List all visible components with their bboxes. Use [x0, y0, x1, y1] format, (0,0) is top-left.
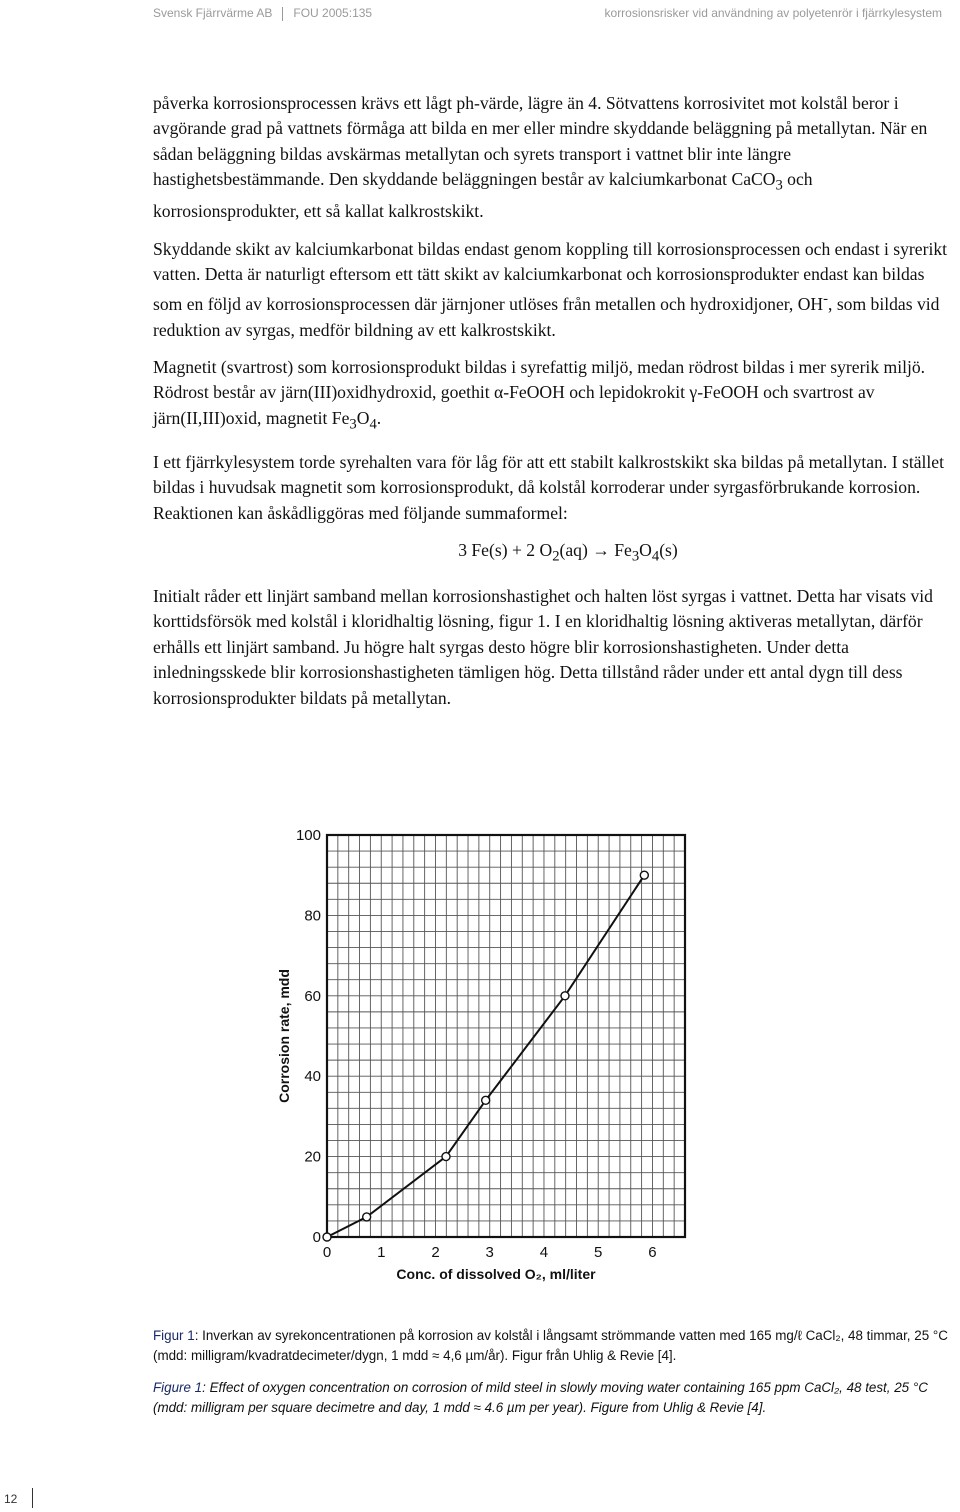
caption-sv-label: Figur 1	[153, 1328, 195, 1343]
series-line	[327, 875, 644, 1237]
caption-sv-text: : Inverkan av syrekoncentrationen på korrosion av kolstål i långsamt strömmande vatten med 165 mg/ℓ CaCl₂, 48 timmar, 25 °C (mdd: milligram/kvadratdecimeter/dygn, 1 mdd ≈ 4,6 µm/år). Figur från Uhlig & Revie [4].	[153, 1328, 948, 1363]
eq-b-sub: 3	[631, 548, 640, 565]
eq-d: (s)	[659, 539, 678, 560]
header-title: korrosionsrisker vid användning av polyetenrör i fjärrkylesystem	[604, 6, 942, 20]
figure-1-chart	[155, 808, 830, 1313]
paragraph-3-text: Magnetit (svartrost) som korrosionsprodukt bildas i syrefattig miljö, medan rödrost bildas i mer syrerik miljö. Rödrost består av järn(III)oxidhydroxid, goethit α-FeOOH och lepidokrokit γ-FeOOH och svartrost av järn(II,III)oxid, magnetit Fe	[153, 357, 926, 428]
data-point	[561, 992, 569, 1000]
data-point	[323, 1233, 331, 1241]
paragraph-2	[153, 237, 953, 343]
x-tick-label: 2	[431, 1244, 440, 1261]
data-point	[363, 1213, 371, 1221]
corrosion-chart-svg	[155, 808, 830, 1313]
paragraph-3	[153, 355, 953, 438]
paragraph-5: Initialt råder ett linjärt samband mellan korrosionshastighet och halten löst syrgas i vattnet. Detta har visats vid korttidsförsök med kolstål i kloridhaltig lösning, figur 1. I en kloridhaltig lösning aktiveras metallytan, därför erhålls ett linjärt samband. Ju högre halt syrgas desto högre blir korrosionshastigheten. Under detta inledningsskede blir korrosionshastigheten tämligen hög. Detta tillstånd råder under ett antal dygn till dess korrosionsprodukter bildats på metallytan.	[153, 585, 933, 708]
y-axis-label: Corrosion rate, mdd	[276, 969, 292, 1103]
page-header	[0, 0, 960, 34]
figure-caption	[153, 1326, 953, 1430]
paragraph-4: I ett fjärrkylesystem torde syrehalten vara för låg för att ett stabilt kalkrostskikt ska bildas på metallytan. I stället bildas i huvudsak magnetit som korrosionsprodukt, då kolstål korroderar under syrgasförbrukande korrosion. Reaktionen kan åskådliggöras med följande summaformel:	[153, 451, 944, 523]
paragraph-2-end: , som bildas vid reduktion av syrgas, medför bildning av ett kalkrostskikt.	[153, 294, 940, 340]
y-tick-label: 20	[304, 1148, 321, 1166]
y-tick-label: 60	[304, 987, 321, 1005]
footer-rule	[32, 1488, 33, 1508]
paragraph-1-end: och korrosionsprodukter, ett så kallat kalkrostskikt.	[153, 169, 813, 222]
eq-c-sub: 4	[651, 548, 660, 565]
page-footer	[0, 1488, 960, 1512]
y-tick-label: 40	[304, 1068, 321, 1086]
reaction-equation	[153, 538, 953, 570]
paragraph-3-sub1: 3	[349, 416, 357, 433]
y-tick-label: 0	[312, 1229, 321, 1246]
eq-a-sub: 2	[552, 548, 560, 565]
caption-en-text: : Effect of oxygen concentration on corrosion of mild steel in slowly moving water containing 165 ppm CaCl₂, 48 test, 25 °C (mdd: milligram per square decimetre and day, 1 mdd ≈ 4.6 µm per year). Figure from Uhlig & Revie [4].	[153, 1380, 928, 1415]
data-point	[442, 1153, 450, 1161]
data-point	[482, 1096, 490, 1104]
caption-swedish	[153, 1326, 953, 1366]
x-tick-label: 1	[377, 1244, 386, 1261]
header-org: Svensk Fjärrvärme AB	[153, 6, 273, 20]
y-tick-label: 80	[304, 907, 321, 925]
body-text	[153, 91, 953, 723]
x-tick-label: 3	[485, 1244, 494, 1261]
caption-en-label: Figure 1	[153, 1380, 203, 1395]
paragraph-1	[153, 91, 953, 225]
paragraph-2-sup: -	[823, 291, 829, 308]
x-tick-label: 6	[648, 1244, 657, 1261]
paragraph-1-text: påverka korrosionsprocessen krävs ett lågt ph-värde, lägre än 4. Sötvattens korrosivitet mot kolstål beror i avgörande grad på vattnets förmåga att bilda en mer eller mindre skyddande beläggning på metallytan. När en sådan beläggning bildas avskärmas metallytan och syrets transport i vattnet blir inte längre hastighetsbestämmande. Den skyddande beläggningen består av kalciumkarbonat CaCO	[153, 93, 928, 190]
paragraph-2-text: Skyddande skikt av kalciumkarbonat bildas endast genom koppling till korrosionsprocessen och endast i syrerikt vatten. Detta är naturligt eftersom ett tätt skikt av kalciumkarbonat och korrosionsprodukter endast kan bildas som en följd av korrosionsprocessen där järnjoner utlöses från metallen och hydroxidjoner, OH	[153, 238, 948, 315]
y-tick-label: 100	[295, 827, 321, 844]
data-point	[640, 871, 648, 879]
eq-b: (aq) → Fe	[559, 539, 632, 560]
x-tick-label: 0	[322, 1244, 332, 1261]
x-tick-label: 5	[594, 1244, 603, 1261]
eq-a: 3 Fe(s) + 2 O	[458, 539, 553, 560]
caption-english	[153, 1378, 953, 1418]
x-tick-label: 4	[539, 1244, 549, 1261]
paragraph-3-sub2: 4	[369, 416, 377, 433]
header-left	[153, 6, 372, 21]
eq-c: O	[639, 539, 652, 560]
page-number: 12	[4, 1492, 18, 1506]
header-report: FOU 2005:135	[293, 6, 373, 20]
header-separator	[282, 7, 283, 21]
paragraph-3-mid: O	[356, 407, 370, 428]
x-axis-label: Conc. of dissolved O₂, ml/liter	[396, 1266, 596, 1282]
paragraph-3-end: .	[376, 407, 382, 428]
paragraph-1-sub: 3	[775, 177, 783, 194]
